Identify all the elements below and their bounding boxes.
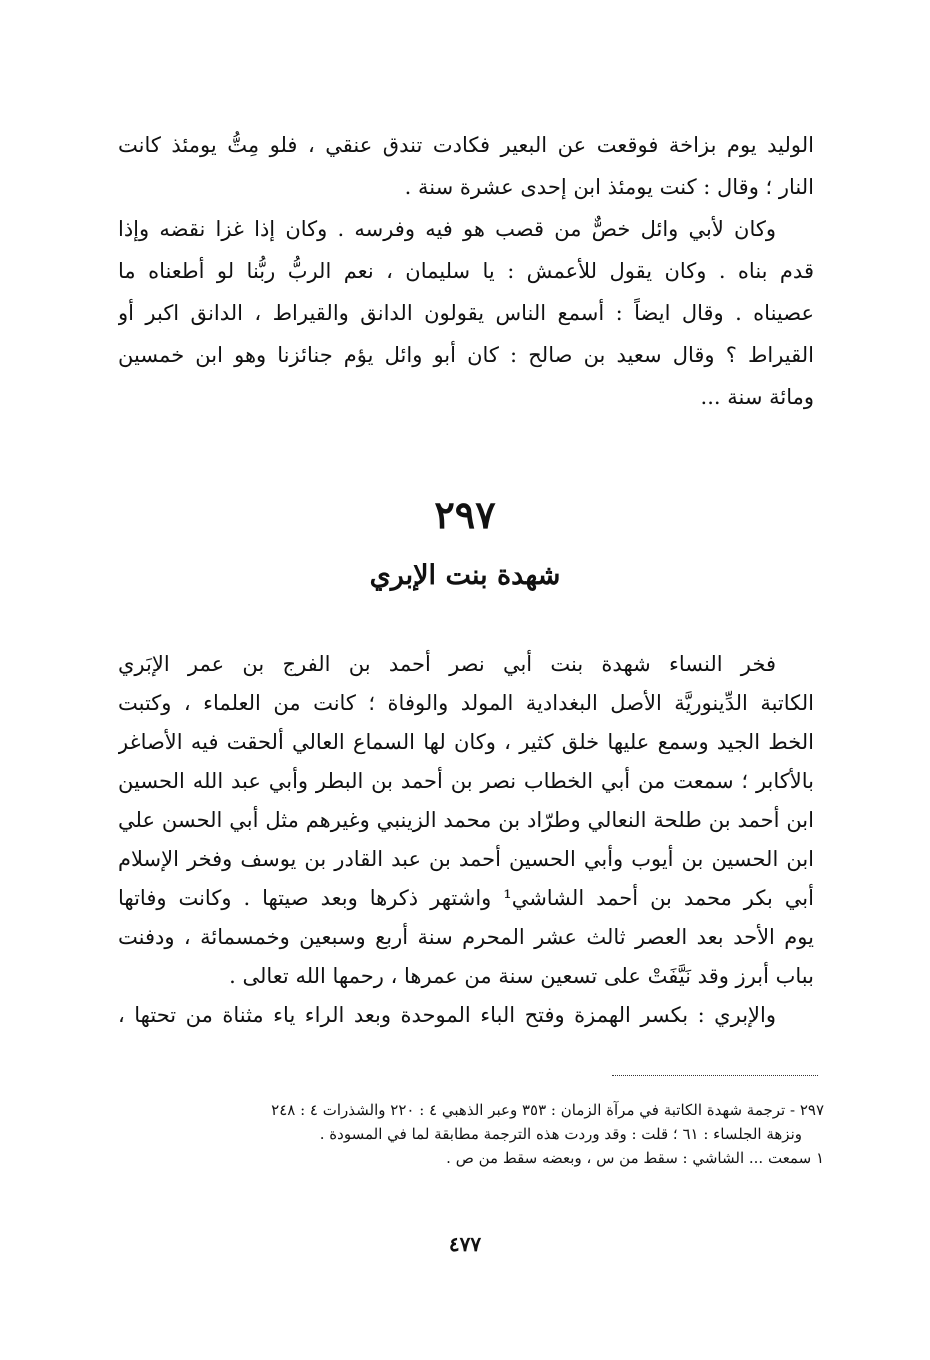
text-line: الوليد يوم بزاخة فوقعت عن البعير فكادت تندق عنقي ، فلو مِتُّ يومئذ كانت — [118, 133, 814, 157]
text-line: الخط الجيد وسمع عليها خلق كثير ، وكان لها السماع العالي ألحقت فيه الأصاغر — [118, 730, 814, 754]
footnote-separator — [612, 1075, 818, 1076]
text-line: ابن أحمد بن طلحة النعالي وطرّاد بن محمد الزينبي وغيرهم مثل أبي الحسن علي — [118, 808, 814, 832]
text-line: ومائة سنة ... — [700, 385, 814, 409]
text-line: النار ؛ وقال : كنت يومئذ ابن إحدى عشرة سنة . — [404, 175, 814, 199]
entry-title-heading: شهدة بنت الإبري — [369, 560, 561, 591]
text-line: الكاتبة الدِّينوريَّة الأصل البغدادية المولد والوفاة ؛ كانت من العلماء ، وكتبت — [118, 691, 814, 715]
text-line: وكان لأبي وائل خصٌّ من قصب هو فيه وفرسه . وكان إذا غزا نقضه وإذا — [118, 217, 776, 241]
text-line: القيراط ؟ وقال سعيد بن صالح : كان أبو وائل يؤم جنائزنا وهو ابن خمسين — [118, 343, 814, 367]
footnotes — [118, 1098, 824, 1170]
footnote-line: ٢٩٧ - ترجمة شهدة الكاتبة في مرآة الزمان : ٣٥٣ وعبر الذهبي ٤ : ٢٢٠ والشذرات ٤ : ٢٤٨ — [271, 1101, 824, 1119]
entry-number-heading: ٢٩٧ — [434, 492, 496, 537]
text-line: والإبري : بكسر الهمزة وفتح الباء الموحدة وبعد الراء ياء مثناة من تحتها ، — [118, 1003, 776, 1027]
continued-text-block — [118, 124, 814, 418]
footnote-line: ونزهة الجلساء : ٦١ ؛ قلت : وقد وردت هذه الترجمة مطابقة لما في المسودة . — [319, 1125, 802, 1143]
text-line: عصيناه . وقال ايضاً : أسمع الناس يقولون الدانق والقيراط ، الدانق اكبر أو — [118, 301, 814, 325]
text-line: بالأكابر ؛ سمعت من أبي الخطاب نصر بن أحمد بن البطر وأبي عبد الله الحسين — [118, 769, 814, 793]
footnote-line: ١ سمعت ... الشاشي : سقط من س ، وبعضه سقط من ص . — [446, 1149, 824, 1167]
text-line: بباب أبرز وقد نَيَّفَتْ على تسعين سنة من عمرها ، رحمها الله تعالى . — [229, 964, 814, 988]
biography-text-block — [118, 645, 814, 1035]
page-number: ٤٧٧ — [448, 1232, 482, 1256]
text-line: ابن الحسين بن أيوب وأبي الحسين أحمد بن عبد القادر بن يوسف وفخر الإسلام — [118, 847, 814, 871]
text-line: فخر النساء شهدة بنت أبي نصر أحمد بن الفرج بن عمر الإبَري — [118, 652, 776, 676]
text-line: قدم بناه . وكان يقول للأعمش : يا سليمان ، نعم الربُّ ربُّنا لو أطعناه ما — [118, 259, 814, 283]
text-line: أبي بكر محمد بن أحمد الشاشي¹ واشتهر ذكرها وبعد صيتها . وكانت وفاتها — [118, 886, 814, 910]
text-line: يوم الأحد بعد العصر ثالث عشر المحرم سنة أربع وسبعين وخمسمائة ، ودفنت — [118, 925, 814, 949]
